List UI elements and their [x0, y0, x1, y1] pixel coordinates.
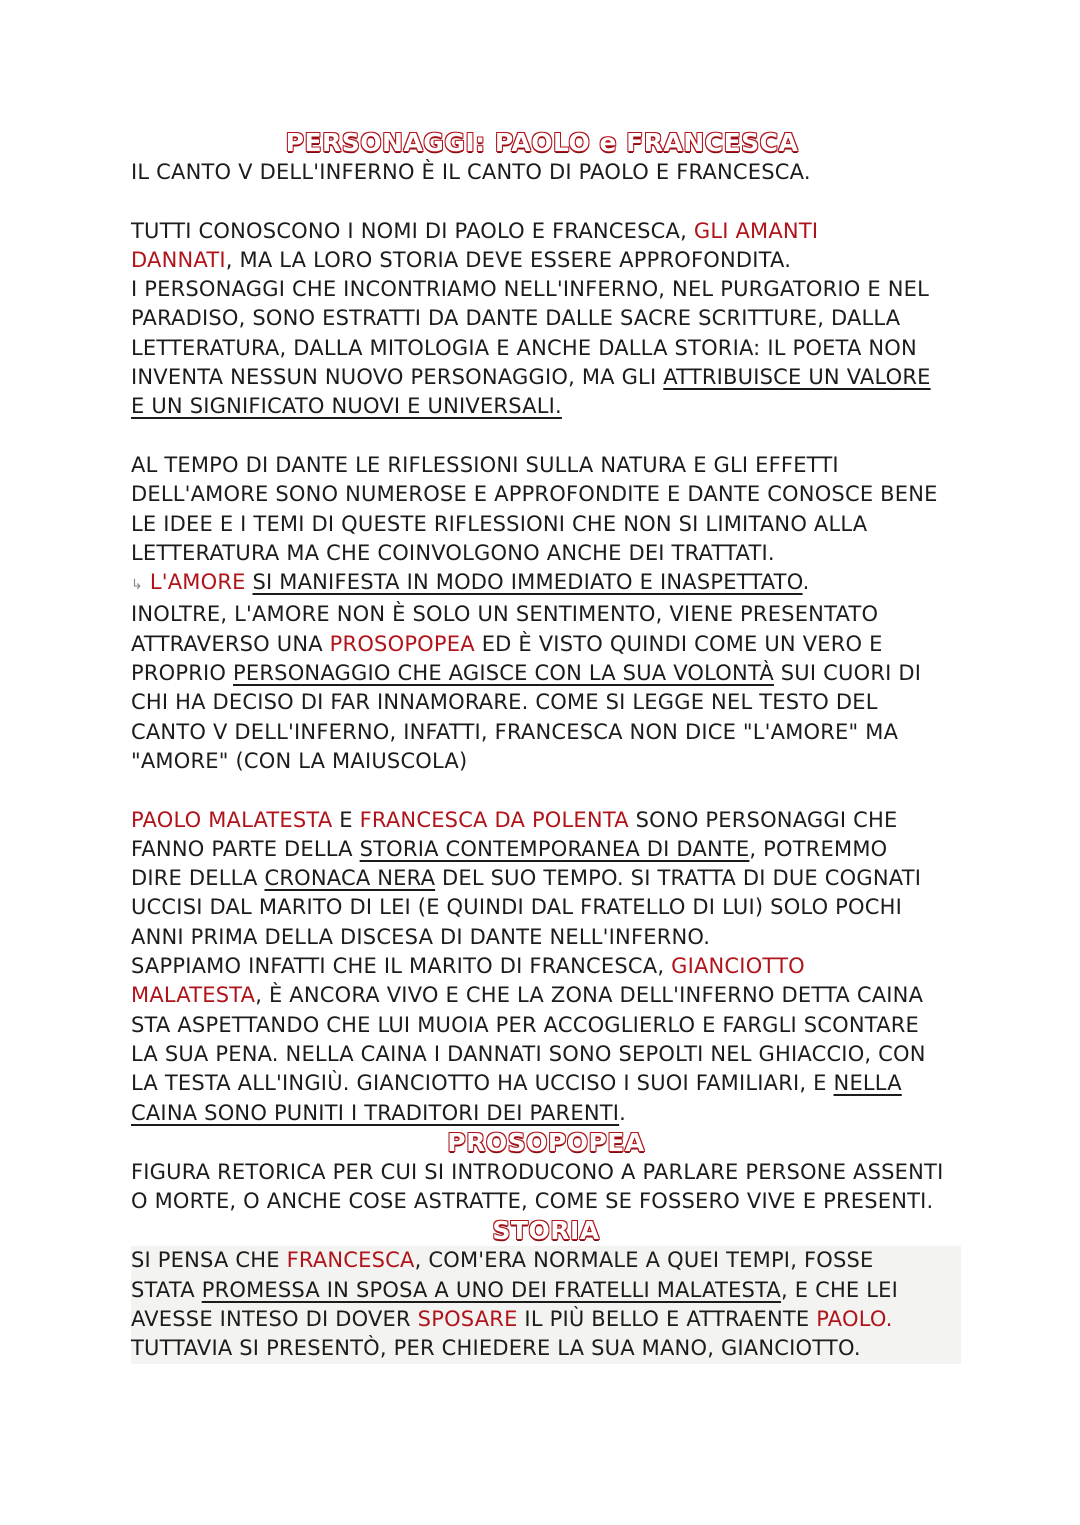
text-line	[131, 1099, 961, 1128]
underlined-text: PERSONAGGIO CHE AGISCE CON LA SUA VOLONTÀ	[233, 661, 774, 686]
text-span: SAPPIAMO INFATTI CHE IL MARITO DI FRANCESCA,	[131, 954, 672, 979]
text-span: ED È VISTO QUINDI COME UN VERO E	[474, 631, 883, 656]
text-line: INOLTRE, L'AMORE NON È SOLO UN SENTIMENTO, VIENE PRESENTATO	[131, 602, 879, 627]
text-span: LA TESTA ALL'INGIÙ. GIANCIOTTO HA UCCISO I SUOI FAMILIARI, E	[131, 1071, 834, 1096]
highlight-paolo-malatesta: PAOLO MALATESTA	[131, 807, 333, 832]
text-line: ANNI PRIMA DELLA DISCESA DI DANTE NELL'INFERNO.	[131, 924, 711, 949]
highlight-sposare: SPOSARE	[417, 1306, 518, 1331]
underlined-text: CRONACA NERA	[264, 866, 436, 891]
highlight-amore: L'AMORE	[149, 570, 246, 595]
text-line: FIGURA RETORICA PER CUI SI INTRODUCONO A PARLARE PERSONE ASSENTI	[131, 1159, 944, 1184]
text-span: .	[802, 570, 810, 595]
underlined-text: STORIA CONTEMPORANEA DI DANTE	[359, 836, 750, 861]
underlined-text: SI MANIFESTA IN MODO IMMEDIATO E INASPETTATO	[252, 570, 803, 595]
paragraph-gap	[131, 776, 961, 805]
text-span: STATA	[131, 1277, 202, 1302]
text-line	[131, 952, 961, 981]
text-line	[131, 1246, 961, 1275]
text-line	[131, 363, 961, 392]
paragraph-paolo-francesca	[131, 806, 961, 1128]
text-line	[131, 630, 961, 659]
text-span: , POTREMMO	[749, 836, 888, 861]
text-line: UCCISI DAL MARITO DI LEI (E QUINDI DAL FRATELLO DI LUI) SOLO POCHI	[131, 895, 903, 920]
highlight-gianciotto: GIANCIOTTO	[671, 954, 805, 979]
highlight-francesca-da-polenta: FRANCESCA DA POLENTA	[359, 807, 629, 832]
underlined-text: CAINA SONO PUNITI I TRADITORI DEI PARENTI	[131, 1100, 620, 1125]
title-heading: PERSONAGGI: PAOLO e FRANCESCA	[285, 128, 799, 157]
text-line: PARADISO, SONO ESTRATTI DA DANTE DALLE SACRE SCRITTURE, DALLA	[131, 306, 901, 331]
text-line	[131, 1305, 961, 1334]
text-span: IL PIÙ BELLO E ATTRAENTE	[517, 1306, 817, 1331]
text-line	[131, 864, 961, 893]
text-span: , MA LA LORO STORIA DEVE ESSERE APPROFONDITA.	[225, 247, 792, 272]
text-line: LETTERATURA, DALLA MITOLOGIA E ANCHE DALLA STORIA: IL POETA NON	[131, 335, 917, 360]
text-line: TUTTAVIA SI PRESENTÒ, PER CHIEDERE LA SUA MANO, GIANCIOTTO.	[131, 1336, 861, 1361]
text-span: DIRE DELLA	[131, 866, 265, 891]
paragraph-love	[131, 451, 961, 776]
text-line	[131, 835, 961, 864]
text-line: O MORTE, O ANCHE COSE ASTRATTE, COME SE FOSSERO VIVE E PRESENTI.	[131, 1189, 934, 1214]
paragraph-prosopopea-definition	[131, 1158, 961, 1217]
intro-line: IL CANTO V DELL'INFERNO È IL CANTO DI PAOLO E FRANCESCA.	[131, 160, 811, 184]
text-line	[131, 217, 961, 246]
underlined-text: E UN SIGNIFICATO NUOVI E UNIVERSALI.	[131, 394, 562, 419]
highlight-francesca: FRANCESCA	[286, 1248, 415, 1273]
text-span: FANNO PARTE DELLA	[131, 836, 360, 861]
paragraph-gap	[131, 187, 961, 216]
text-line	[131, 981, 961, 1010]
text-span: , E CHE LEI	[780, 1277, 899, 1302]
text-line	[131, 246, 961, 275]
text-span: TUTTI CONOSCONO I NOMI DI PAOLO E FRANCESCA,	[131, 218, 694, 243]
prosopopea-heading: PROSOPOPEA	[447, 1127, 645, 1157]
text-line: AL TEMPO DI DANTE LE RIFLESSIONI SULLA NATURA E GLI EFFETTI	[131, 452, 839, 477]
text-span: SI PENSA CHE	[131, 1248, 287, 1273]
text-line	[131, 1276, 961, 1305]
text-line: STA ASPETTANDO CHE LUI MUOIA PER ACCOGLIERLO E FARGLI SCONTARE	[131, 1012, 920, 1037]
underlined-text: NELLA	[833, 1071, 902, 1096]
text-line: LETTERATURA MA CHE COINVOLGONO ANCHE DEI TRATTATI.	[131, 540, 775, 565]
text-span: INVENTA NESSUN NUOVO PERSONAGGIO, MA GLI	[131, 365, 664, 390]
highlight-prosopopea: PROSOPOPEA	[329, 631, 475, 656]
text-line	[131, 392, 961, 421]
text-line	[131, 1069, 961, 1098]
highlight-dannati: DANNATI	[131, 247, 226, 272]
document-content	[131, 128, 961, 1364]
highlight-amanti: GLI AMANTI	[693, 218, 819, 243]
text-line: CHI HA DECISO DI FAR INNAMORARE. COME SI LEGGE NEL TESTO DEL	[131, 690, 878, 715]
underlined-text: ATTRIBUISCE UN VALORE	[663, 365, 931, 390]
text-span: PROPRIO	[131, 661, 234, 686]
text-span: SONO PERSONAGGI CHE	[628, 807, 898, 832]
text-line: I PERSONAGGI CHE INCONTRIAMO NELL'INFERNO, NEL PURGATORIO E NEL	[131, 277, 930, 302]
text-line: LE IDEE E I TEMI DI QUESTE RIFLESSIONI CHE NON SI LIMITANO ALLA	[131, 511, 868, 536]
underlined-text: PROMESSA IN SPOSA A UNO DEI FRATELLI MALATESTA	[201, 1277, 781, 1302]
text-span: .	[619, 1100, 627, 1125]
text-line	[131, 659, 961, 688]
text-span: E	[332, 807, 360, 832]
text-line	[131, 568, 961, 600]
text-span: ATTRAVERSO UNA	[131, 631, 330, 656]
text-line: CANTO V DELL'INFERNO, INFATTI, FRANCESCA NON DICE "L'AMORE" MA	[131, 719, 899, 744]
text-span: , COM'ERA NORMALE A QUEI TEMPI, FOSSE	[414, 1248, 874, 1273]
text-line: "AMORE" (CON LA MAIUSCOLA)	[131, 748, 468, 773]
text-line: DELL'AMORE SONO NUMEROSE E APPROFONDITE E DANTE CONOSCE BENE	[131, 482, 938, 507]
text-line	[131, 806, 961, 835]
storia-heading: STORIA	[492, 1216, 600, 1246]
text-span: SUI CUORI DI	[773, 661, 922, 686]
text-span: , È ANCORA VIVO E CHE LA ZONA DELL'INFERNO DETTA CAINA	[255, 983, 924, 1008]
highlight-paolo: PAOLO.	[816, 1306, 893, 1331]
highlight-malatesta: MALATESTA	[131, 983, 256, 1008]
arrow-icon: ↳	[131, 577, 143, 594]
paragraph-intro-characters	[131, 217, 961, 422]
paragraph-storia	[131, 1246, 961, 1363]
paragraph-gap	[131, 422, 961, 451]
text-span: AVESSE INTESO DI DOVER	[131, 1306, 418, 1331]
text-span: DEL SUO TEMPO. SI TRATTA DI DUE COGNATI	[435, 866, 922, 891]
text-line: LA SUA PENA. NELLA CAINA I DANNATI SONO SEPOLTI NEL GHIACCIO, CON	[131, 1041, 926, 1066]
